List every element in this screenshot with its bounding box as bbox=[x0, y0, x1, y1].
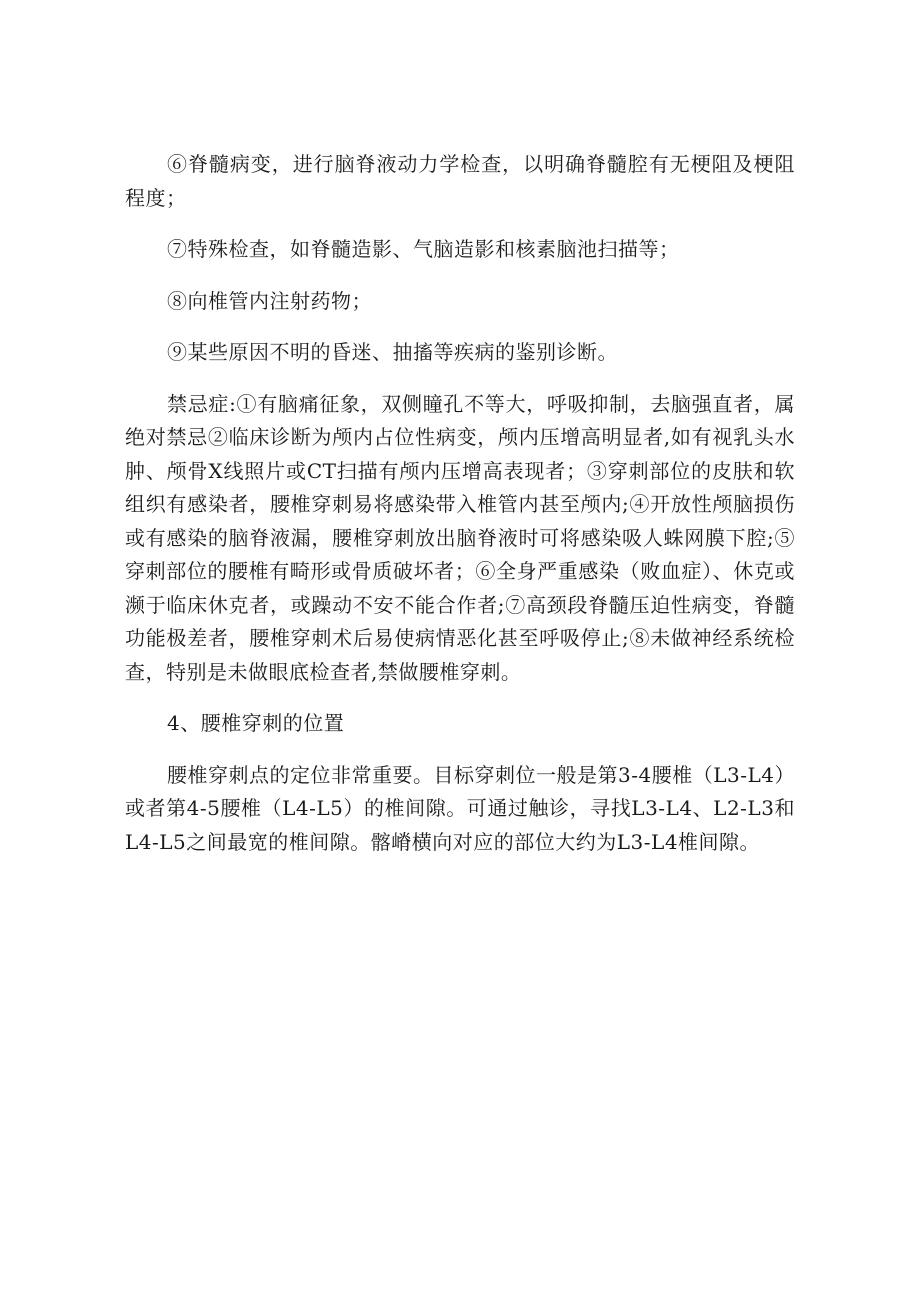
paragraph-indication-9: ⑨某些原因不明的昏迷、抽搐等疾病的鉴别诊断。 bbox=[167, 340, 618, 364]
paragraph-contraindications: 禁忌症:①有脑痛征象，双侧瞳孔不等大，呼吸抑制，去脑强直者，属绝对禁忌②临床诊断为颅内占位性病变，颅内压增高明显者,如有视乳头水肿、颅骨X线照片或CT扫描有颅内压增高表现者；③穿刺部位的皮肤和软组织有感染者，腰椎穿刺易将感染带入椎管内甚至颅内;④开放性颅脑损伤或有感染的脑脊液漏，腰椎穿刺放出脑脊液时可将感染吸人蛛网膜下腔;⑤穿刺部位的腰椎有畸形或骨质破坏者；⑥全身严重感染（败血症）、休克或濒于临床休克者，或躁动不安不能合作者;⑦高颈段脊髓压迫性病变，脊髓功能极差者，腰椎穿刺术后易使病情恶化甚至呼吸停止;⑧未做神经系统检查，特别是未做眼底检查者,禁做腰椎穿刺。 bbox=[125, 391, 795, 684]
paragraph-indication-6: ⑥脊髓病变，进行脑脊液动力学检查，以明确脊髓腔有无梗阻及梗阻程度； bbox=[125, 152, 795, 210]
paragraph-indication-7: ⑦特殊检查，如脊髓造影、气脑造影和核素脑池扫描等； bbox=[167, 237, 680, 261]
paragraph-indication-8: ⑧向椎管内注射药物； bbox=[167, 288, 372, 313]
paragraph-puncture-location: 腰椎穿刺点的定位非常重要。目标穿刺位一般是第3-4腰椎（L3-L4）或者第4-5腰椎（L4-L5）的椎间隙。可通过触诊，寻找L3-L4、L2-L3和L4-L5之间最宽的椎间隙。髂嵴横向对应的部位大约为L3-L4椎间隙。 bbox=[125, 762, 795, 854]
section-heading: 4、腰椎穿刺的位置 bbox=[167, 711, 345, 735]
